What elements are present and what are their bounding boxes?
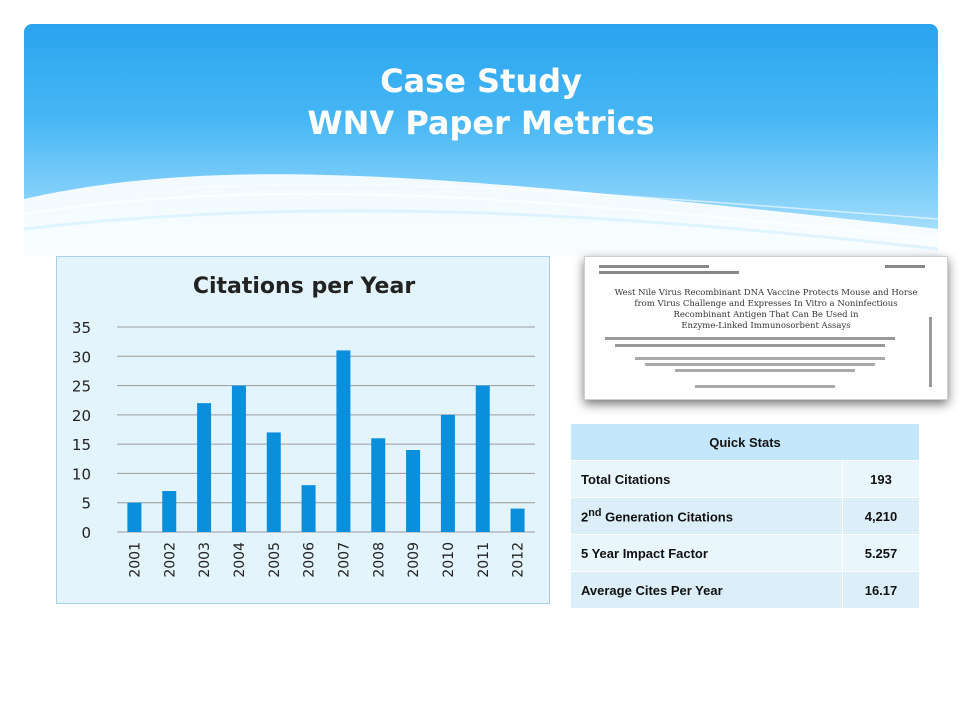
y-tick-label: 35 xyxy=(71,319,91,337)
quick-stats-header-row xyxy=(571,424,920,461)
bar-2002 xyxy=(162,491,176,532)
x-tick-label: 2010 xyxy=(440,542,457,578)
stat-label: Average Cites Per Year xyxy=(571,572,843,609)
x-tick-label: 2006 xyxy=(301,542,318,578)
stat-value: 5.257 xyxy=(843,535,920,572)
stat-label: 5 Year Impact Factor xyxy=(571,535,843,572)
x-tick-label: 2011 xyxy=(475,542,492,578)
table-row xyxy=(571,535,920,572)
table-row xyxy=(571,461,920,498)
stat-value: 193 xyxy=(843,461,920,498)
title-banner xyxy=(24,24,938,256)
stat-label-sup: nd xyxy=(588,507,602,520)
slide-title-line2: WNV Paper Metrics xyxy=(307,104,655,142)
x-tick-label: 2005 xyxy=(266,542,283,578)
x-tick-label: 2008 xyxy=(371,542,388,578)
slide-title xyxy=(24,60,938,144)
stat-value: 16.17 xyxy=(843,572,920,609)
y-tick-label: 25 xyxy=(71,377,91,396)
x-tick-label: 2009 xyxy=(406,542,423,578)
y-tick-label: 15 xyxy=(71,436,91,455)
bar-2004 xyxy=(232,386,246,532)
quick-stats-header: Quick Stats xyxy=(571,424,920,461)
x-tick-label: 2002 xyxy=(162,542,179,578)
citations-chart-svg xyxy=(57,257,551,605)
paper-title-line: Recombinant Antigen That Can Be Used in xyxy=(673,310,859,320)
y-tick-label: 0 xyxy=(81,524,91,542)
table-row xyxy=(571,498,920,535)
bar-2006 xyxy=(302,485,316,532)
paper-thumbnail xyxy=(584,256,948,400)
x-tick-label: 2003 xyxy=(197,542,214,578)
chart-title: Citations per Year xyxy=(192,274,416,299)
stat-value: 4,210 xyxy=(843,498,920,535)
x-tick-label: 2001 xyxy=(127,542,144,578)
stat-label-rest: Generation Citations xyxy=(601,509,733,525)
bar-2005 xyxy=(267,432,281,532)
y-tick-label: 10 xyxy=(71,465,91,484)
stat-label-main: 2 xyxy=(581,509,589,525)
bar-2007 xyxy=(336,350,350,532)
y-tick-label: 20 xyxy=(71,406,91,425)
bar-2010 xyxy=(441,415,455,532)
x-tick-label: 2004 xyxy=(231,542,248,578)
citations-chart xyxy=(56,256,550,604)
slide-title-line1: Case Study xyxy=(380,62,582,100)
y-tick-label: 30 xyxy=(71,348,91,367)
paper-title-line: Enzyme-Linked Immunosorbent Assays xyxy=(681,321,851,331)
paper-page-image xyxy=(585,257,947,399)
bar-2012 xyxy=(511,509,525,532)
y-tick-label: 5 xyxy=(81,494,91,513)
bar-2011 xyxy=(476,386,490,532)
x-tick-label: 2012 xyxy=(510,542,527,578)
table-row xyxy=(571,572,920,609)
paper-title-line: from Virus Challenge and Expresses In Vitro a Noninfectious xyxy=(634,299,898,309)
stat-label xyxy=(571,498,843,535)
paper-title-line: West Nile Virus Recombinant DNA Vaccine Protects Mouse and Horse xyxy=(614,288,918,298)
quick-stats-table xyxy=(570,423,920,609)
bar-2009 xyxy=(406,450,420,532)
stat-label: Total Citations xyxy=(571,461,843,498)
x-tick-label: 2007 xyxy=(336,542,353,578)
bar-2003 xyxy=(197,403,211,532)
bar-2001 xyxy=(127,503,141,532)
bar-2008 xyxy=(371,438,385,532)
